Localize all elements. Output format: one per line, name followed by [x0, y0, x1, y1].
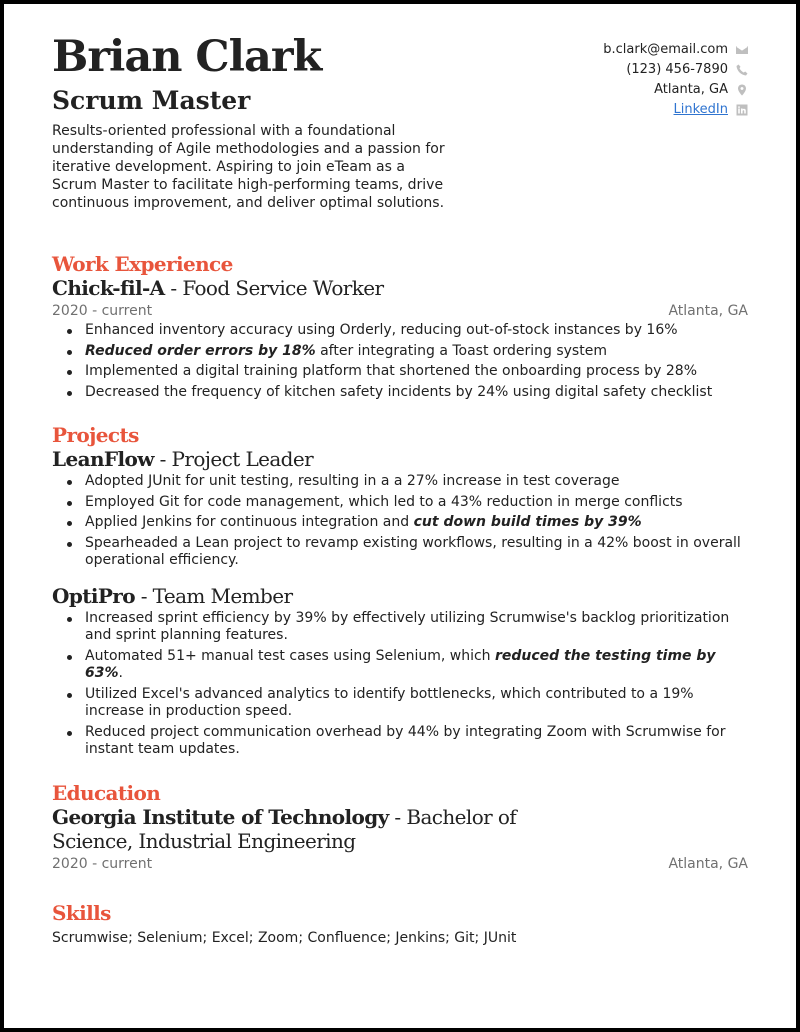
heading-separator: -: [140, 583, 147, 608]
bullet-text: Increased sprint efficiency by 39% by effectively utilizing Scrumwise's backlog prioritization and sprint planning features.: [85, 609, 730, 643]
candidate-role: Scrum Master: [52, 86, 251, 115]
bullet-item: [52, 322, 748, 340]
emphasis-text: cut down build times by 39%: [413, 514, 642, 530]
emphasis-text: Reduced order errors by 18%: [85, 342, 316, 359]
project-heading: [52, 447, 748, 471]
resume-page: [4, 4, 796, 1028]
project-name: OptiPro: [52, 583, 135, 608]
education-meta: [52, 855, 748, 873]
bullet-text: Employed Git for code management, which led to a 43% reduction in merge conflicts: [85, 493, 683, 510]
bullet-text: Decreased the frequency of kitchen safety incidents by 24% using digital safety checklist: [85, 383, 713, 400]
contact-linkedin[interactable]: [603, 100, 748, 120]
job-bullets: [52, 322, 748, 401]
heading-separator: -: [159, 447, 166, 471]
job-meta: [52, 302, 748, 320]
skills-list: Scrumwise; Selenium; Excel; Zoom; Confluence; Jenkins; Git; JUnit: [52, 929, 517, 946]
bullet-text: Spearheaded a Lean project to revamp existing workflows, resulting in a 42% boost in overall operational efficiency.: [85, 534, 741, 568]
degree-name: Bachelor of Science, Industrial Engineering: [52, 804, 517, 853]
job-dates: 2020 - current: [52, 303, 153, 319]
project-entry: [52, 584, 748, 759]
bullet-item: [52, 686, 748, 721]
bullet-item: [52, 473, 748, 491]
education-section: [52, 781, 748, 873]
job-location: Atlanta, GA: [668, 303, 748, 319]
phone-icon: [736, 64, 748, 76]
bullet-text: Reduced project communication overhead by 44% by integrating Zoom with Scrumwise for instant team updates.: [85, 723, 726, 757]
bullet-item: [52, 494, 748, 512]
section-title: Projects: [52, 423, 139, 447]
employer-name: Chick-fil-A: [52, 276, 165, 300]
heading-separator: -: [394, 804, 401, 829]
bullet-item: [52, 363, 748, 381]
summary-text: Results-oriented professional with a foundational understanding of Agile methodologies and a passion for iterative development. Aspiring to join eTeam as a Scrum Master to facilitate high-performing teams, drive continuous improvement, and deliver optimal solutions.: [52, 123, 445, 211]
email-text: b.clark@email.com: [603, 42, 728, 57]
project-bullets: [52, 610, 748, 759]
project-role: Project Leader: [171, 447, 314, 471]
section-title: Work Experience: [52, 252, 233, 276]
bullet-item: [52, 648, 748, 683]
bullet-item: [52, 343, 748, 361]
bullet-item: [52, 514, 748, 532]
bullet-text: after integrating a Toast ordering system: [315, 342, 607, 359]
bullet-item: [52, 535, 748, 570]
phone-text: (123) 456-7890: [626, 62, 728, 77]
mail-icon: [736, 44, 748, 56]
job-title: Food Service Worker: [182, 276, 384, 300]
bullet-text: Enhanced inventory accuracy using Orderly, reducing out-of-stock instances by 16%: [85, 322, 678, 338]
resume-content: [52, 32, 748, 947]
project-role: Team Member: [152, 583, 293, 608]
school-name: Georgia Institute of Technology: [52, 804, 389, 829]
bullet-item: [52, 384, 748, 402]
contact-email: [603, 40, 748, 60]
project-entry: [52, 447, 748, 570]
bullet-item: [52, 610, 748, 645]
bullet-text: Implemented a digital training platform that shortened the onboarding process by 28%: [85, 363, 698, 379]
bullet-text: Applied Jenkins for continuous integration and: [85, 514, 414, 530]
emphasis-text: reduced the testing time by 63%: [85, 647, 716, 681]
education-heading: [52, 805, 592, 853]
bullet-text: Adopted JUnit for unit testing, resulting in a a 27% increase in test coverage: [85, 473, 620, 489]
projects-section: [52, 423, 748, 759]
contact-phone: [603, 60, 748, 80]
heading-separator: -: [170, 276, 177, 300]
skills-section: [52, 901, 748, 947]
education-location: Atlanta, GA: [668, 855, 748, 872]
bullet-text: Automated 51+ manual test cases using Selenium, which: [85, 647, 495, 664]
section-title: Education: [52, 780, 161, 805]
contact-location: [603, 80, 748, 100]
linkedin-icon: [736, 104, 748, 116]
job-heading: [52, 276, 748, 300]
location-text: Atlanta, GA: [654, 82, 728, 97]
linkedin-link[interactable]: LinkedIn: [673, 102, 728, 117]
bullet-item: [52, 724, 748, 759]
location-icon: [736, 84, 748, 96]
education-dates: 2020 - current: [52, 855, 153, 872]
section-title: Skills: [52, 900, 111, 925]
resume-header: [52, 32, 748, 232]
project-name: LeanFlow: [52, 447, 154, 471]
project-heading: [52, 584, 748, 608]
project-bullets: [52, 473, 748, 570]
bullet-text: Utilized Excel's advanced analytics to identify bottlenecks, which contributed to a 19% increase in production speed.: [85, 685, 694, 719]
bullet-text: .: [118, 665, 123, 681]
work-experience-section: [52, 252, 748, 401]
candidate-name: Brian Clark: [52, 32, 322, 82]
contact-info: [603, 40, 748, 120]
